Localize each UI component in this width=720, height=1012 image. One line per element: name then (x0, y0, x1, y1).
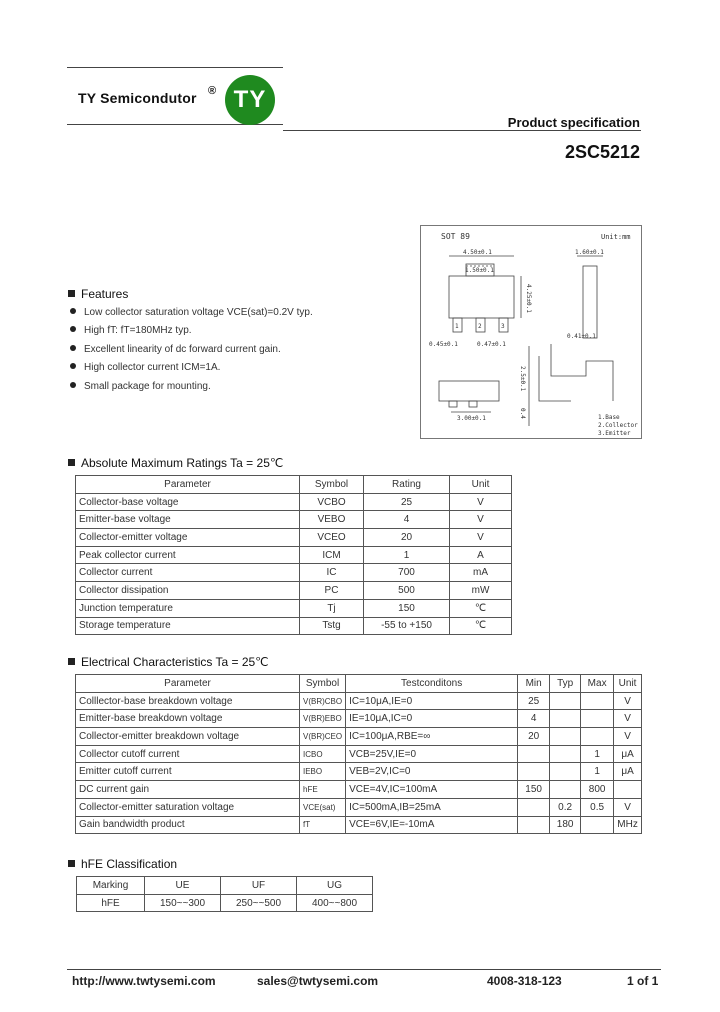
bullet-icon (70, 363, 76, 369)
header-marking: Marking (77, 877, 145, 895)
footer-email[interactable]: sales@twtysemi.com (257, 974, 379, 988)
feature-text: High collector current ICM=1A. (84, 362, 221, 373)
features-title (68, 287, 128, 301)
pin-3-number: 3 (501, 323, 505, 330)
feature-text: Excellent linearity of dc forward current gain. (84, 344, 281, 355)
features-title-text: Features (81, 287, 129, 301)
dim-lead-mid: 0.47±0.1 (477, 341, 506, 348)
cell-unit: μA (614, 763, 642, 781)
header-test-conditions: Testconditons (346, 675, 518, 693)
hfe-classification-table (76, 876, 373, 912)
bullet-icon (70, 345, 76, 351)
section-bullet-icon (68, 290, 75, 297)
cell-conditions: VEB=2V,IC=0 (346, 763, 518, 781)
hfe-title-text: hFE Classification (81, 857, 178, 871)
cell-ug-range: 400~~800 (297, 894, 373, 912)
hfe-classification-title (68, 857, 177, 871)
cell-unit: V (450, 493, 512, 511)
table-header-row (76, 675, 642, 693)
cell-conditions: VCE=6V,IE=-10mA (346, 816, 518, 834)
header-rule-long (283, 130, 641, 131)
pin-1-number: 1 (455, 323, 459, 330)
elec-char-title-text: Electrical Characteristics Ta = 25℃ (81, 655, 269, 669)
table-row (77, 894, 373, 912)
table-row (76, 511, 512, 529)
dim-bottom: 0.4 (519, 408, 526, 419)
feature-text: Low collector saturation voltage VCE(sat)=0.2V typ. (84, 307, 313, 318)
dim-offset: 2.5±0.1 (519, 366, 526, 392)
cell-rating: -55 to +150 (364, 617, 450, 635)
sot89-outline-drawing (421, 226, 643, 440)
cell-unit: ℃ (450, 617, 512, 635)
table-row (76, 564, 512, 582)
header-ug: UG (297, 877, 373, 895)
footer-rule (67, 969, 661, 970)
dim-tab: 1.50±0.1 (465, 267, 494, 274)
header-rating: Rating (364, 476, 450, 494)
dim-side-lead: 0.41±0.1 (567, 333, 596, 340)
header-min: Min (518, 675, 550, 693)
feature-item (70, 362, 220, 373)
table-row (76, 798, 642, 816)
feature-text: Small package for mounting. (84, 381, 211, 392)
package-unit: Unit:mm (601, 233, 631, 241)
cell-symbol: hFE (300, 781, 346, 799)
logo-text: TY (233, 86, 267, 113)
cell-symbol: ICBO (300, 745, 346, 763)
cell-conditions: IE=10μA,IC=0 (346, 710, 518, 728)
dim-lead-left: 0.45±0.1 (429, 341, 458, 348)
cell-ue-range: 150~~300 (145, 894, 221, 912)
cell-unit: V (450, 529, 512, 547)
table-row (76, 692, 642, 710)
cell-parameter: Emitter cutoff current (76, 763, 300, 781)
cell-parameter: Collector-base voltage (76, 493, 300, 511)
cell-unit: V (614, 710, 642, 728)
cell-parameter: Collector dissipation (76, 582, 300, 600)
cell-typ (550, 763, 581, 781)
cell-parameter: Collector-emitter saturation voltage (76, 798, 300, 816)
cell-typ (550, 692, 581, 710)
header-typ: Typ (550, 675, 581, 693)
header-ue: UE (145, 877, 221, 895)
cell-min (518, 763, 550, 781)
cell-max: 0.5 (581, 798, 614, 816)
header-symbol: Symbol (300, 675, 346, 693)
footer-page-number: 1 of 1 (627, 974, 659, 988)
header-rule-top (67, 67, 283, 68)
cell-unit: ℃ (450, 599, 512, 617)
header-symbol: Symbol (300, 476, 364, 494)
cell-min: 4 (518, 710, 550, 728)
table-row (76, 763, 642, 781)
cell-conditions: VCE=4V,IC=100mA (346, 781, 518, 799)
cell-min: 25 (518, 692, 550, 710)
cell-unit (614, 781, 642, 799)
cell-conditions: IC=500mA,IB=25mA (346, 798, 518, 816)
cell-conditions: VCB=25V,IE=0 (346, 745, 518, 763)
product-specification-label: Product specification (507, 115, 640, 130)
cell-unit: mA (450, 564, 512, 582)
cell-parameter: Emitter-base voltage (76, 511, 300, 529)
cell-parameter: Collector-emitter voltage (76, 529, 300, 547)
package-drawing (420, 225, 642, 439)
header-max: Max (581, 675, 614, 693)
table-row (76, 599, 512, 617)
cell-rating: 20 (364, 529, 450, 547)
bullet-icon (70, 326, 76, 332)
table-row (76, 546, 512, 564)
cell-conditions: IC=100μA,RBE=∞ (346, 728, 518, 746)
section-bullet-icon (68, 658, 75, 665)
bullet-icon (70, 308, 76, 314)
feature-item (70, 344, 281, 355)
cell-parameter: Gain bandwidth product (76, 816, 300, 834)
cell-rating: 1 (364, 546, 450, 564)
section-bullet-icon (68, 459, 75, 466)
cell-min: 150 (518, 781, 550, 799)
cell-symbol: Tj (300, 599, 364, 617)
header-parameter: Parameter (76, 675, 300, 693)
feature-text: High fT: fT=180MHz typ. (84, 325, 192, 336)
cell-unit: MHz (614, 816, 642, 834)
footer-phone: 4008-318-123 (487, 974, 562, 988)
cell-max (581, 710, 614, 728)
table-row (76, 745, 642, 763)
cell-uf-range: 250~~500 (221, 894, 297, 912)
company-logo (225, 75, 275, 125)
abs-max-title-text: Absolute Maximum Ratings Ta = 25℃ (81, 456, 284, 470)
cell-max (581, 692, 614, 710)
cell-parameter: Emitter-base breakdown voltage (76, 710, 300, 728)
company-name: TY Semicondutor (78, 90, 197, 106)
dim-height: 4.25±0.1 (525, 284, 532, 313)
part-number: 2SC5212 (564, 142, 640, 162)
footer-website[interactable]: http://www.twtysemi.com (72, 974, 216, 988)
legend-collector: 2.Collector (598, 422, 638, 429)
cell-parameter: Peak collector current (76, 546, 300, 564)
section-bullet-icon (68, 860, 75, 867)
cell-unit: V (614, 728, 642, 746)
cell-symbol: V(BR)CBO (300, 692, 346, 710)
cell-unit: V (614, 798, 642, 816)
table-row (76, 816, 642, 834)
cell-unit: V (450, 511, 512, 529)
header-unit: Unit (614, 675, 642, 693)
cell-symbol: fT (300, 816, 346, 834)
table-row (76, 728, 642, 746)
cell-parameter: Junction temperature (76, 599, 300, 617)
table-row (76, 582, 512, 600)
cell-typ (550, 745, 581, 763)
cell-rating: 500 (364, 582, 450, 600)
elec-char-table (75, 674, 642, 834)
cell-symbol: VCEO (300, 529, 364, 547)
cell-parameter: DC current gain (76, 781, 300, 799)
cell-symbol: PC (300, 582, 364, 600)
cell-symbol: IC (300, 564, 364, 582)
cell-parameter: Collector current (76, 564, 300, 582)
cell-conditions: IC=10μA,IE=0 (346, 692, 518, 710)
cell-max (581, 816, 614, 834)
cell-unit: V (614, 692, 642, 710)
table-header-row (77, 877, 373, 895)
cell-rating: 150 (364, 599, 450, 617)
cell-symbol: IEBO (300, 763, 346, 781)
cell-typ: 180 (550, 816, 581, 834)
header-parameter: Parameter (76, 476, 300, 494)
cell-parameter: Collector cutoff current (76, 745, 300, 763)
package-name: SOT 89 (441, 232, 470, 241)
cell-parameter: Colllector-base breakdown voltage (76, 692, 300, 710)
dim-width: 4.50±0.1 (463, 249, 492, 256)
cell-min: 20 (518, 728, 550, 746)
cell-unit: A (450, 546, 512, 564)
cell-typ (550, 781, 581, 799)
feature-item (70, 307, 313, 318)
table-row (76, 529, 512, 547)
elec-char-title (68, 655, 269, 669)
pin-2-number: 2 (478, 323, 482, 330)
cell-parameter: Storage temperature (76, 617, 300, 635)
cell-symbol: VCE(sat) (300, 798, 346, 816)
cell-max: 1 (581, 763, 614, 781)
cell-typ (550, 728, 581, 746)
abs-max-title (68, 456, 283, 470)
cell-symbol: ICM (300, 546, 364, 564)
cell-min (518, 816, 550, 834)
table-row (76, 781, 642, 799)
cell-unit: mW (450, 582, 512, 600)
table-header-row (76, 476, 512, 494)
cell-symbol: Tstg (300, 617, 364, 635)
cell-symbol: VCBO (300, 493, 364, 511)
cell-symbol: V(BR)EBO (300, 710, 346, 728)
feature-item (70, 381, 211, 392)
dim-pitch: 3.00±0.1 (457, 415, 486, 422)
table-row (76, 493, 512, 511)
legend-emitter: 3.Emitter (598, 430, 631, 437)
cell-unit: μA (614, 745, 642, 763)
header-uf: UF (221, 877, 297, 895)
abs-max-table (75, 475, 512, 635)
cell-rating: 4 (364, 511, 450, 529)
feature-item (70, 325, 192, 336)
cell-max: 800 (581, 781, 614, 799)
cell-symbol: VEBO (300, 511, 364, 529)
cell-max: 1 (581, 745, 614, 763)
registered-mark: ® (208, 85, 217, 97)
cell-typ (550, 710, 581, 728)
cell-min (518, 798, 550, 816)
cell-rating: 25 (364, 493, 450, 511)
legend-base: 1.Base (598, 414, 620, 421)
table-row (76, 617, 512, 635)
header-unit: Unit (450, 476, 512, 494)
cell-typ: 0.2 (550, 798, 581, 816)
dim-thickness: 1.60±0.1 (575, 249, 604, 256)
table-row (76, 710, 642, 728)
cell-max (581, 728, 614, 746)
cell-label: hFE (77, 894, 145, 912)
bullet-icon (70, 382, 76, 388)
cell-min (518, 745, 550, 763)
cell-symbol: V(BR)CEO (300, 728, 346, 746)
cell-rating: 700 (364, 564, 450, 582)
cell-parameter: Collector-emitter breakdown voltage (76, 728, 300, 746)
